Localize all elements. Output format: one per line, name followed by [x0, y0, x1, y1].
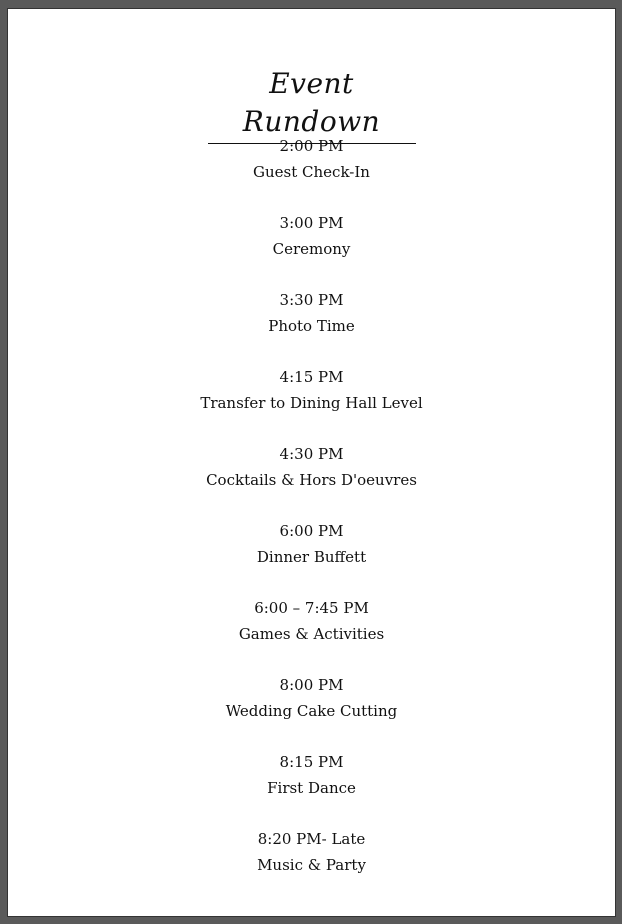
- event-time: 2:00 PM: [279, 137, 344, 155]
- event-schedule: [8, 133, 615, 903]
- event-time: 8:15 PM: [279, 753, 344, 771]
- schedule-item: [8, 595, 615, 672]
- schedule-item: [8, 287, 615, 364]
- event-time: 4:30 PM: [279, 445, 344, 463]
- event-name: Guest Check-In: [253, 163, 370, 181]
- schedule-item: [8, 518, 615, 595]
- event-name: Wedding Cake Cutting: [225, 702, 398, 720]
- event-time: 3:30 PM: [279, 291, 344, 309]
- event-time: 6:00 PM: [279, 522, 344, 540]
- event-name: Photo Time: [268, 317, 355, 335]
- schedule-item: [8, 826, 615, 903]
- page-title: Event Rundown: [208, 65, 416, 144]
- event-time: 4:15 PM: [279, 368, 344, 386]
- event-name: Games & Activities: [238, 625, 385, 643]
- schedule-item: [8, 133, 615, 210]
- schedule-item: [8, 364, 615, 441]
- schedule-item: [8, 441, 615, 518]
- schedule-item: [8, 749, 615, 826]
- document-page: [7, 8, 616, 917]
- schedule-item: [8, 210, 615, 287]
- event-name: Ceremony: [272, 240, 351, 258]
- event-time: 6:00 – 7:45 PM: [254, 599, 369, 617]
- event-name: Dinner Buffett: [256, 548, 367, 566]
- event-name: Music & Party: [257, 856, 366, 874]
- schedule-item: [8, 672, 615, 749]
- event-time: 8:20 PM- Late: [257, 830, 366, 848]
- event-time: 8:00 PM: [279, 676, 344, 694]
- event-name: First Dance: [267, 779, 356, 797]
- event-name: Transfer to Dining Hall Level: [200, 394, 423, 412]
- event-time: 3:00 PM: [279, 214, 344, 232]
- event-name: Cocktails & Hors D'oeuvres: [206, 471, 417, 489]
